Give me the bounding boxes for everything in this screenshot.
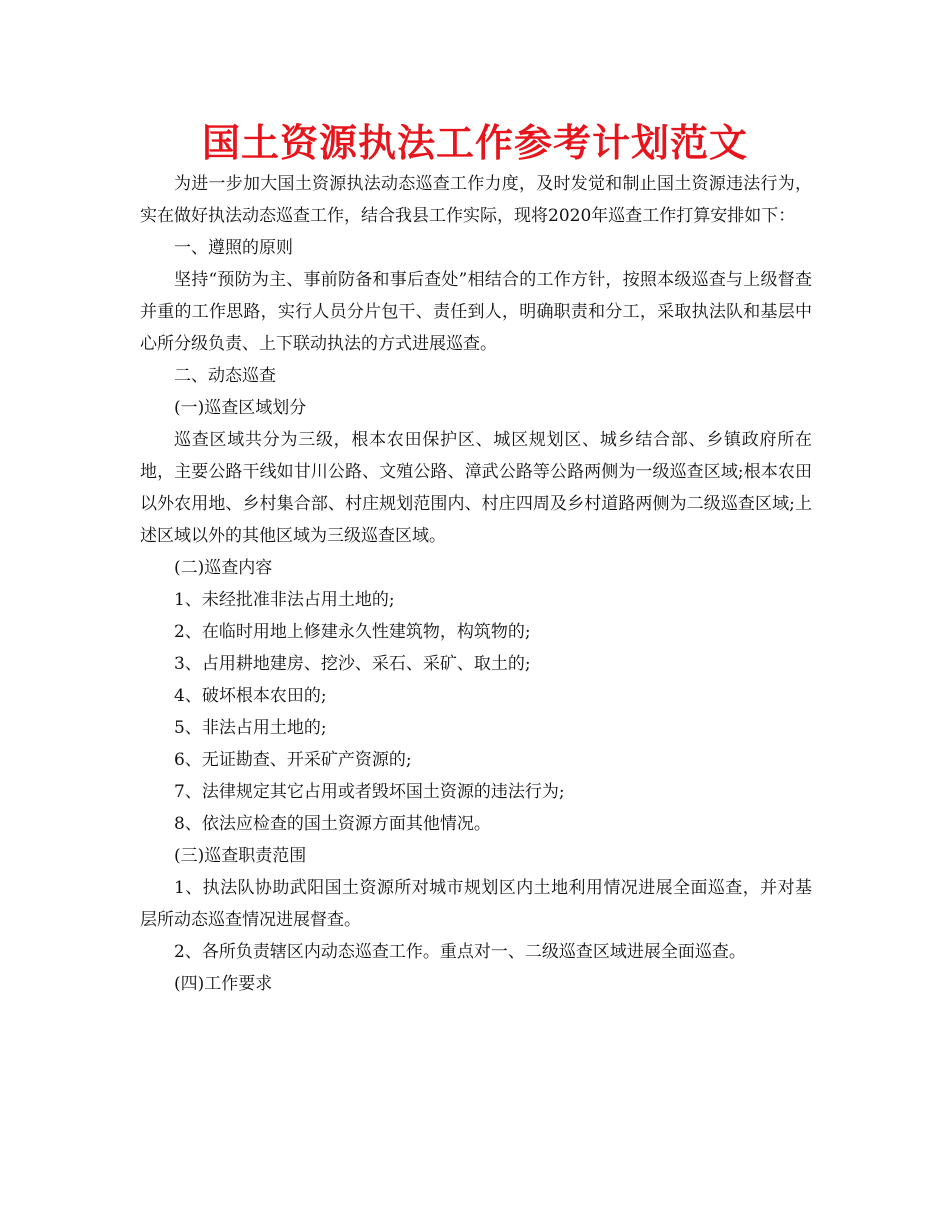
list-item: 3、占用耕地建房、挖沙、采石、采矿、取土的; (174, 654, 531, 674)
subheading-patrol-content: (二)巡查内容 (174, 558, 273, 578)
document-title: 国土资源执法工作参考计划范文 (201, 121, 748, 165)
subheading-responsibility-scope: (三)巡查职责范围 (174, 846, 307, 866)
document-body (140, 168, 812, 1000)
subheading-area-division: (一)巡查区域划分 (174, 398, 307, 418)
list-item: 2、各所负责辖区内动态巡查工作。重点对一、二级巡查区域进展全面巡查。 (174, 942, 746, 962)
list-item: 1、未经批准非法占用土地的; (174, 590, 395, 610)
list-item: 8、依法应检查的国土资源方面其他情况。 (174, 814, 491, 834)
section-heading-principles: 一、遵照的原则 (174, 238, 293, 258)
subheading-work-requirements: (四)工作要求 (174, 974, 273, 994)
area-division-paragraph: 巡查区域共分为三级，根本农田保护区、城区规划区、城乡结合部、乡镇政府所在地，主要公路干线如甘川公路、文殖公路、漳武公路等公路两侧为一级巡查区域;根本农田以外农用地、乡村集合部、村庄规划范围内、村庄四周及乡村道路两侧为二级巡查区域;上述区域以外的其他区域为三级巡查区域。 (140, 430, 812, 546)
list-item: 4、破坏根本农田的; (174, 686, 327, 706)
list-item: 1、执法队协助武阳国土资源所对城市规划区内土地利用情况进展全面巡查，并对基层所动态巡查情况进展督查。 (140, 878, 812, 930)
intro-paragraph: 为进一步加大国土资源执法动态巡查工作力度，及时发觉和制止国土资源违法行为，实在做好执法动态巡查工作，结合我县工作实际，现将2020年巡查工作打算安排如下： (140, 174, 812, 226)
list-item: 7、法律规定其它占用或者毁坏国土资源的违法行为; (174, 782, 565, 802)
list-item: 2、在临时用地上修建永久性建筑物，构筑物的; (174, 622, 531, 642)
principles-paragraph: 坚持“预防为主、事前防备和事后查处”相结合的工作方针，按照本级巡查与上级督查并重的工作思路，实行人员分片包干、责任到人，明确职责和分工，采取执法队和基层中心所分级负责、上下联动执法的方式进展巡查。 (140, 270, 812, 354)
section-heading-patrol: 二、动态巡查 (174, 366, 276, 386)
list-item: 5、非法占用土地的; (174, 718, 327, 738)
list-item: 6、无证勘查、开采矿产资源的; (174, 750, 412, 770)
